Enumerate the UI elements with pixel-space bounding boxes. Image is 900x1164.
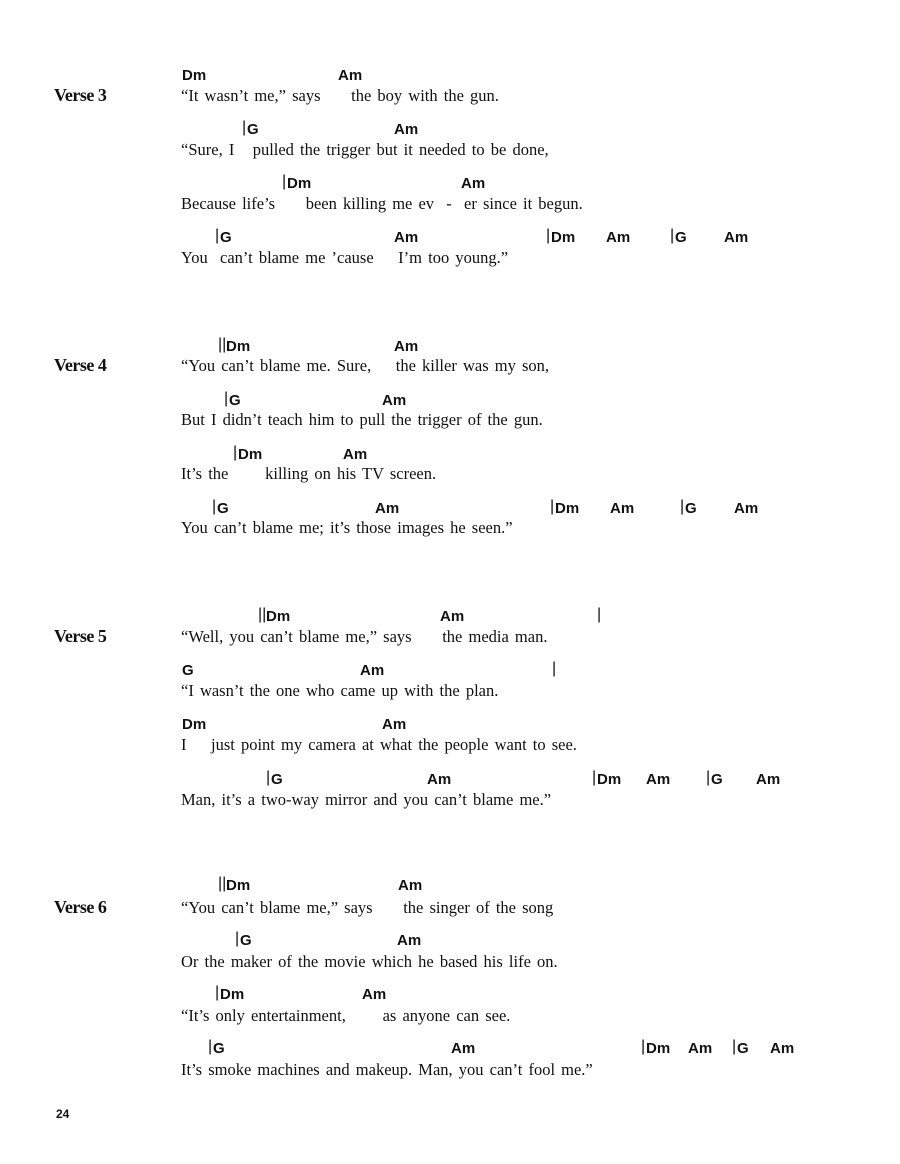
lyric-line: It’s smoke machines and makeup. Man, you can’t fool me.” [181,1060,593,1079]
chord: Am [382,392,407,409]
chord: Dm [226,338,251,355]
chord: Am [610,500,635,517]
chord: G [229,392,241,409]
bar-line: | [641,1038,646,1055]
bar-line: | [224,390,229,407]
lyric-line: “It wasn’t me,” says the boy with the gun. [181,86,499,105]
bar-line: | [266,769,271,786]
lyric-line: You can’t blame me; it’s those images he seen.” [181,518,513,537]
chord: Dm [555,500,580,517]
chord: Am [724,229,749,246]
lyric-line: “Sure, I pulled the trigger but it needed to be done, [181,140,549,159]
chord: Dm [597,771,622,788]
lyric-line: “I wasn’t the one who came up with the plan. [181,681,499,700]
chord: G [182,662,194,679]
bar-line: | [212,498,217,515]
bar-line: | [680,498,685,515]
bar-line: | [552,660,557,677]
chord: Am [362,986,387,1003]
chord: Am [756,771,781,788]
chord: G [271,771,283,788]
bar-line: | [235,930,240,947]
bar-line: | [670,227,675,244]
chord: Am [394,121,419,138]
lyric-line: “Well, you can’t blame me,” says the media man. [181,627,548,646]
chord: Am [440,608,465,625]
verse-label: Verse 6 [54,897,107,917]
chord: Am [338,67,363,84]
chord: Dm [266,608,291,625]
chord: Dm [226,877,251,894]
chord: Dm [646,1040,671,1057]
lyric-line: It’s the killing on his TV screen. [181,464,437,483]
chord: G [213,1040,225,1057]
bar-line: | [215,227,220,244]
chord: Am [646,771,671,788]
lyric-line: Man, it’s a two-way mirror and you can’t blame me.” [181,790,552,809]
bar-line: | [242,119,247,136]
chord: Am [427,771,452,788]
chord: Am [451,1040,476,1057]
chord: Am [688,1040,713,1057]
bar-line: | [592,769,597,786]
chord: G [737,1040,749,1057]
chord: Am [398,877,423,894]
lyric-line: I just point my camera at what the people want to see. [181,735,577,754]
chord: Dm [182,716,207,733]
chord: G [217,500,229,517]
chord: Am [397,932,422,949]
lyric-line: Or the maker of the movie which he based his life on. [181,952,558,971]
bar-line: | [546,227,551,244]
bar-line: | [550,498,555,515]
chord: Am [394,338,419,355]
bar-line: | [706,769,711,786]
lyric-line: But I didn’t teach him to pull the trigger of the gun. [181,410,543,429]
bar-line: | [208,1038,213,1055]
lyric-line: You can’t blame me ’cause I’m too young.” [181,248,509,267]
chord: G [711,771,723,788]
chord: G [685,500,697,517]
double-bar-line: || [218,336,227,353]
bar-line: | [732,1038,737,1055]
bar-line: | [215,984,220,1001]
bar-line: | [282,173,287,190]
lyric-line: “You can’t blame me,” says the singer of the song [181,898,554,917]
chord: G [220,229,232,246]
chord: Dm [551,229,576,246]
chord: Am [375,500,400,517]
verse-label: Verse 3 [54,85,107,105]
chord: G [240,932,252,949]
chord: Am [343,446,368,463]
chord: Am [461,175,486,192]
lyric-line: “You can’t blame me. Sure, the killer was my son, [181,356,550,375]
bar-line: | [233,444,238,461]
chord: Dm [182,67,207,84]
chord: Dm [238,446,263,463]
verse-label: Verse 5 [54,626,107,646]
double-bar-line: || [258,606,267,623]
chord: Am [360,662,385,679]
lyric-line: Because life’s been killing me ev - er since it begun. [181,194,583,213]
chord: G [247,121,259,138]
verse-label: Verse 4 [54,355,107,375]
double-bar-line: || [218,875,227,892]
chord: Am [394,229,419,246]
chord: Dm [220,986,245,1003]
chord: Am [606,229,631,246]
lyric-line: “It’s only entertainment, as anyone can see. [181,1006,511,1025]
chord: Am [734,500,759,517]
bar-line: | [597,606,602,623]
page-number: 24 [56,1107,70,1121]
chord: Dm [287,175,312,192]
chord: Am [770,1040,795,1057]
chord: G [675,229,687,246]
chord: Am [382,716,407,733]
